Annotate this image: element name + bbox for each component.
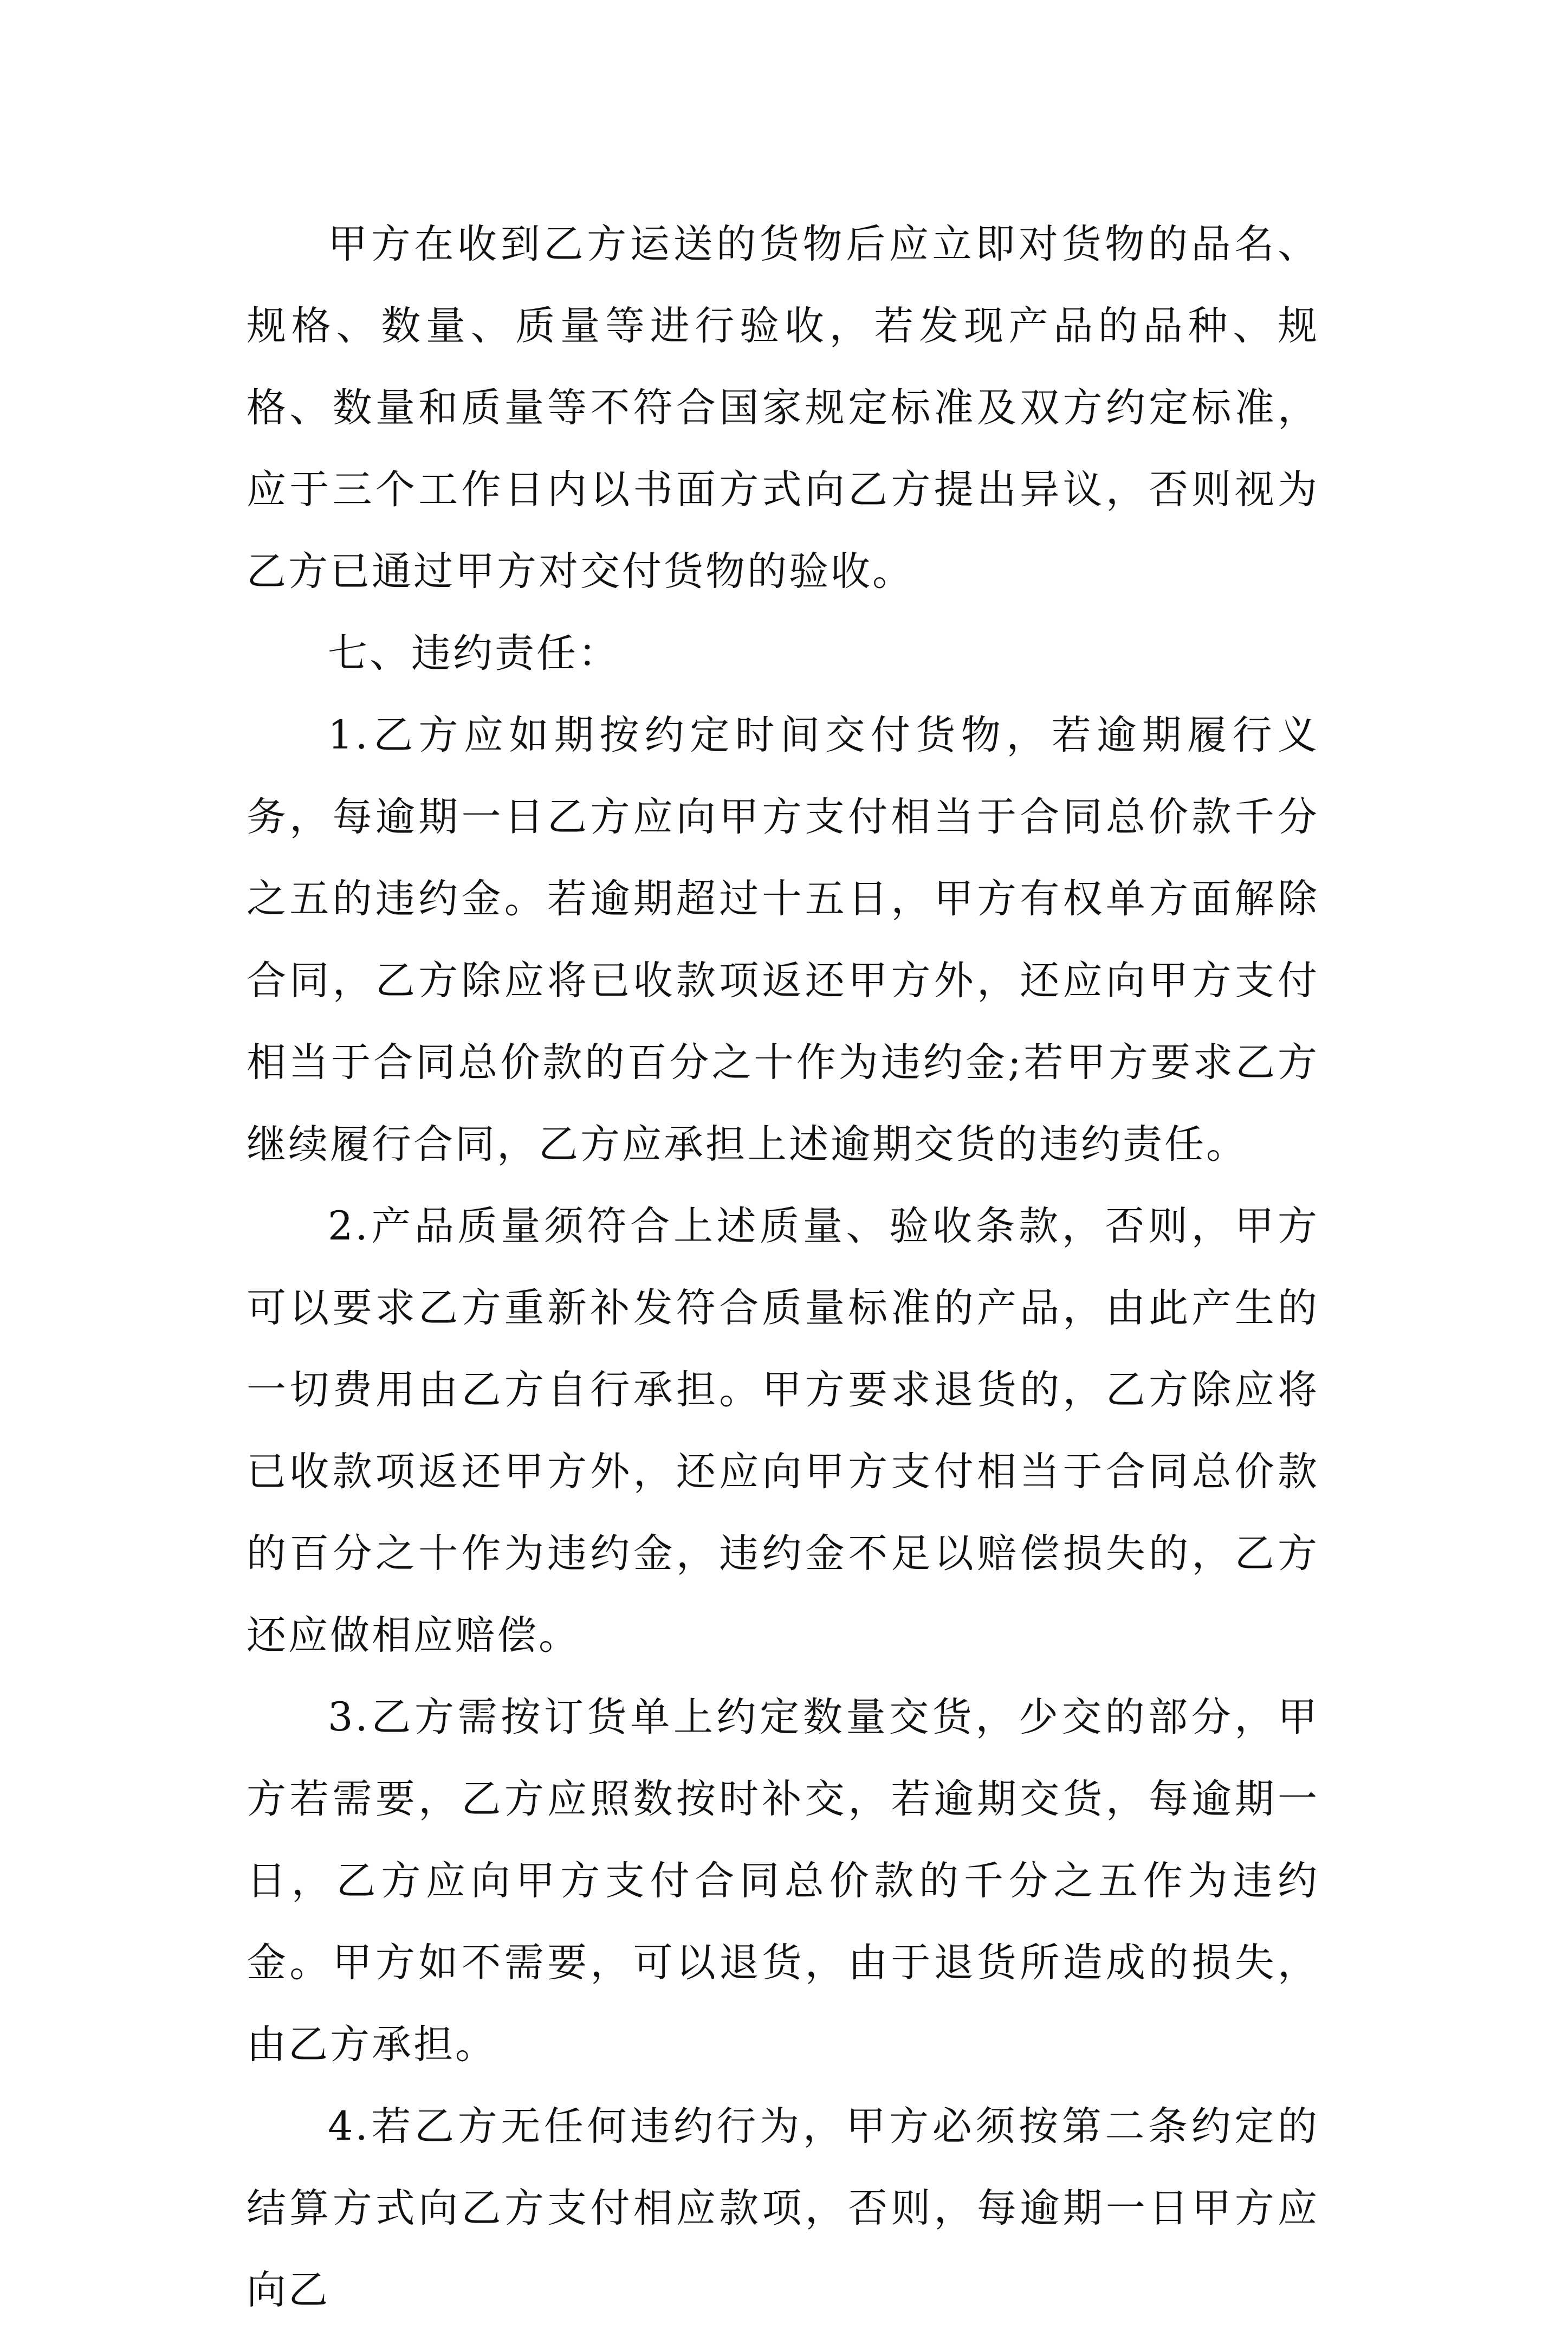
clause-1: 1.乙方应如期按约定时间交付货物，若逾期履行义务，每逾期一日乙方应向甲方支付相当于合同总价款千分之五的违约金。若逾期超过十五日，甲方有权单方面解除合同，乙方除应将已收款项返还甲方外，还应向甲方支付相当于合同总价款的百分之十作为违约金;若甲方要求乙方继续履行合同，乙方应承担上述逾期交货的违约责任。: [247, 712, 1319, 1167]
paragraph-acceptance: 甲方在收到乙方运送的货物后应立即对货物的品名、规格、数量、质量等进行验收，若发现产品的品种、规格、数量和质量等不符合国家规定标准及双方约定标准，应于三个工作日内以书面方式向乙方提出异议，否则视为乙方已通过甲方对交付货物的验收。: [247, 221, 1319, 595]
clause-2: 2.产品质量须符合上述质量、验收条款，否则，甲方可以要求乙方重新补发符合质量标准的产品，由此产生的一切费用由乙方自行承担。甲方要求退货的，乙方除应将已收款项返还甲方外，还应向甲方支付相当于合同总价款的百分之十作为违约金，违约金不足以赔偿损失的，乙方还应做相应赔偿。: [247, 1203, 1319, 1658]
clause-4: 4.若乙方无任何违约行为，甲方必须按第二条约定的结算方式向乙方支付相应款项，否则，每逾期一日甲方应向乙: [247, 2103, 1319, 2313]
clause-3: 3.乙方需按订货单上约定数量交货，少交的部分，甲方若需要，乙方应照数按时补交，若逾期交货，每逾期一日，乙方应向甲方支付合同总价款的千分之五作为违约金。甲方如不需要，可以退货，由于退货所造成的损失，由乙方承担。: [247, 1694, 1319, 2068]
section-heading-breach-liability: 七、违约责任：: [328, 630, 620, 676]
document-body: [247, 203, 1319, 2331]
